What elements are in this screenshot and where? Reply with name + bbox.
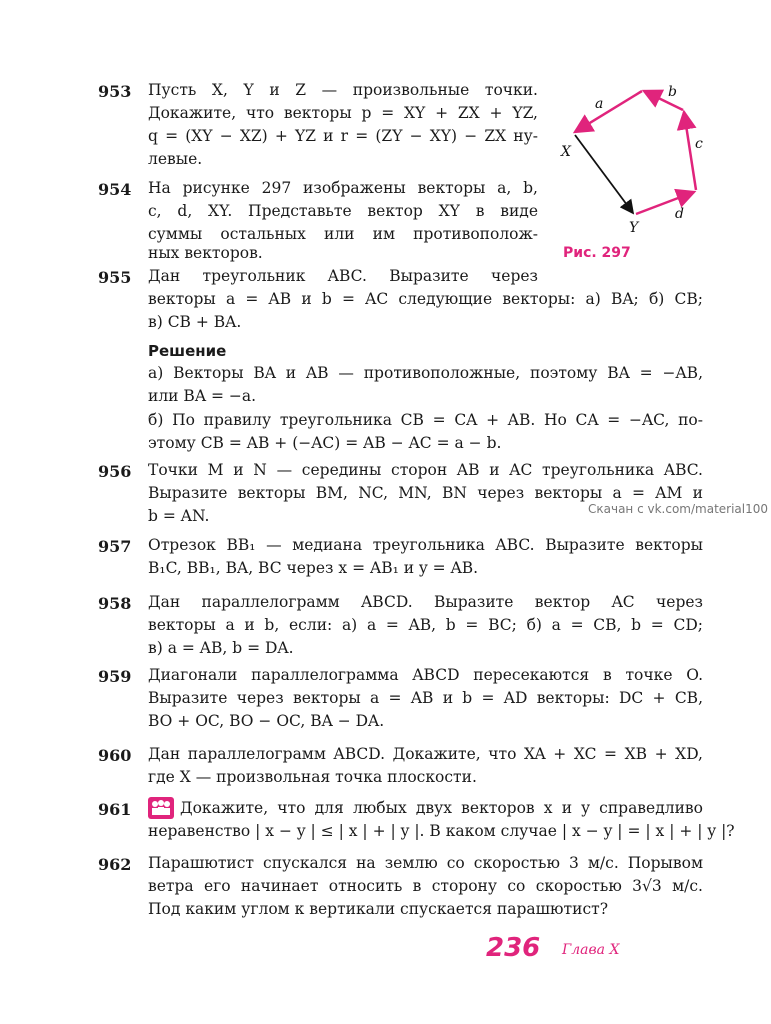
solution-line: или BA = −a.	[148, 387, 257, 405]
solution-line: этому CB = AB + (−AC) = AB − AC = a − b.	[148, 434, 502, 452]
problem-962-line: Под каким углом к вертикали спускается парашютист?	[148, 900, 609, 918]
problem-955-line: векторы a = AB и b = AC следующие векторы: а) BA; б) CB;	[148, 290, 703, 308]
problem-956-line: b = AN.	[148, 507, 210, 525]
problem-number-958: 958	[98, 594, 132, 613]
problem-958-line: Дан параллелограмм ABCD. Выразите вектор AC через	[148, 593, 703, 611]
group-work-icon	[148, 797, 174, 819]
label-x: X	[561, 144, 571, 160]
problem-953-line: Пусть X, Y и Z — произвольные точки.	[148, 81, 538, 99]
problem-958-line: в) a = AB, b = DA.	[148, 639, 294, 657]
vector-xy	[575, 135, 633, 213]
label-c: c	[695, 136, 703, 152]
problem-number-953: 953	[98, 82, 132, 101]
vector-a	[575, 91, 642, 132]
problem-953-line: Докажите, что векторы p = XY + ZX + YZ,	[148, 104, 538, 122]
label-y: Y	[629, 220, 639, 236]
problem-953-line: q = (XY − XZ) + YZ и r = (ZY − XY) − ZX ну-	[148, 127, 538, 145]
figure-caption: Рис. 297	[563, 245, 631, 261]
problem-959-line: Выразите через векторы a = AB и b = AD векторы: DC + CB,	[148, 689, 703, 707]
problem-number-956: 956	[98, 462, 132, 481]
problem-961-line: Докажите, что для любых двух векторов x и y справедливо	[180, 799, 703, 817]
vector-b	[644, 91, 683, 110]
problem-955-line: в) CB + BA.	[148, 313, 242, 331]
problem-954-line: суммы остальных или им противополож-	[148, 225, 538, 243]
problem-956-line: Выразите векторы BM, NC, MN, BN через векторы a = AM и	[148, 484, 703, 502]
vector-figure	[555, 70, 715, 245]
problem-955-line: Дан треугольник ABC. Выразите через	[148, 267, 538, 285]
problem-959-line: Диагонали параллелограмма ABCD пересекаются в точке O.	[148, 666, 703, 684]
problem-960-line: где X — произвольная точка плоскости.	[148, 768, 477, 786]
page-number: 236	[486, 933, 541, 963]
problem-957-line: Отрезок BB₁ — медиана треугольника ABC. Выразите векторы	[148, 536, 703, 554]
solution-line: а) Векторы BA и AB — противоположные, поэтому BA = −AB,	[148, 364, 703, 382]
problem-954-line: На рисунке 297 изображены векторы a, b,	[148, 179, 538, 197]
problem-958-line: векторы a и b, если: а) a = AB, b = BC; б) a = CB, b = CD;	[148, 616, 703, 634]
problem-959-line: BO + OC, BO − OC, BA − DA.	[148, 712, 385, 730]
problem-953-line: левые.	[148, 150, 203, 168]
label-b: b	[668, 84, 677, 100]
problem-961-line: неравенство | x − y | ≤ | x | + | y |. В каком случае | x − y | = | x | + | y |?	[148, 822, 735, 840]
solution-heading: Решение	[148, 342, 227, 360]
problem-957-line: B₁C, BB₁, BA, BC через x = AB₁ и y = AB.	[148, 559, 479, 577]
label-d: d	[675, 206, 684, 222]
chapter-label: Глава X	[562, 942, 620, 958]
solution-line: б) По правилу треугольника CB = CA + AB. Но CA = −AC, по-	[148, 411, 703, 429]
problem-number-957: 957	[98, 537, 132, 556]
watermark: Скачан с vk.com/material100	[588, 502, 769, 516]
problem-number-955: 955	[98, 268, 132, 287]
problem-960-line: Дан параллелограмм ABCD. Докажите, что XA + XC = XB + XD,	[148, 745, 703, 763]
problem-number-954: 954	[98, 180, 132, 199]
problem-956-line: Точки M и N — середины сторон AB и AC треугольника ABC.	[148, 461, 703, 479]
problem-number-961: 961	[98, 800, 132, 819]
problem-number-959: 959	[98, 667, 132, 686]
problem-962-line: ветра его начинает относить в сторону со скоростью 3√3 м/с.	[148, 877, 703, 895]
label-a: a	[595, 96, 604, 112]
problem-962-line: Парашютист спускался на землю со скоростью 3 м/с. Порывом	[148, 854, 703, 872]
problem-954-line: c, d, XY. Представьте вектор XY в виде	[148, 202, 538, 220]
vector-d	[636, 192, 694, 214]
problem-954-line: ных векторов.	[148, 244, 263, 262]
problem-number-960: 960	[98, 746, 132, 765]
problem-number-962: 962	[98, 855, 132, 874]
